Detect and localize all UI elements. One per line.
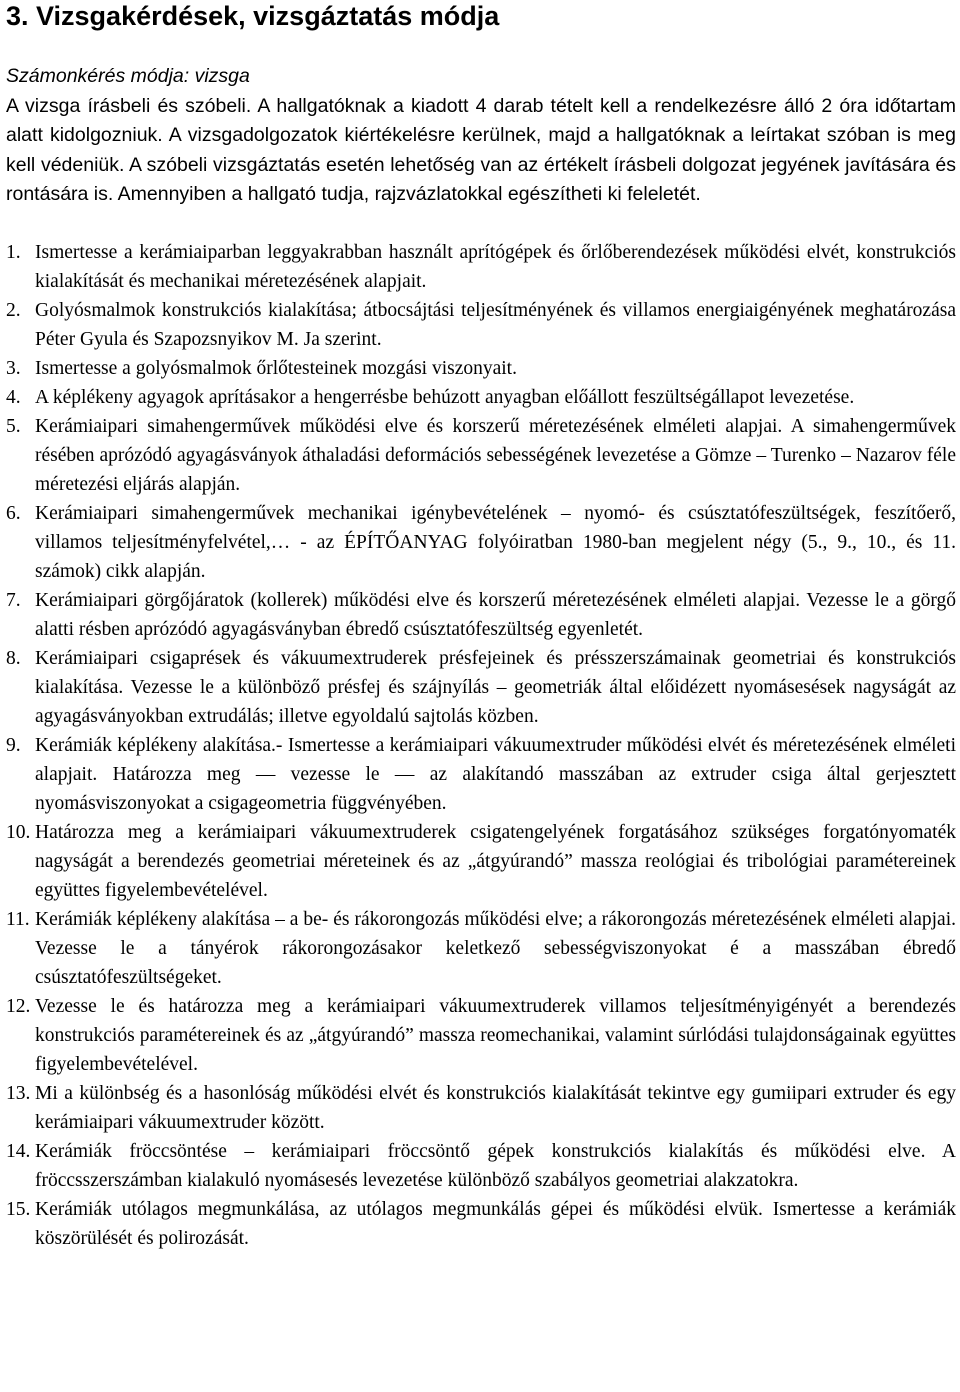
question-item xyxy=(6,1079,956,1137)
question-list xyxy=(6,238,956,1253)
question-text: Kerámiák utólagos megmunkálása, az utólagos megmunkálás gépei és működési elvük. Ismertesse a kerámiák köszörülését és polirozását. xyxy=(35,1198,956,1249)
question-number: 14. xyxy=(6,1140,31,1162)
exam-method-subtitle: Számonkérés módja: vizsga xyxy=(6,65,250,87)
question-item xyxy=(6,383,956,412)
question-number: 7. xyxy=(6,589,21,611)
question-number: 9. xyxy=(6,734,21,756)
question-number: 1. xyxy=(6,241,21,263)
question-text: Vezesse le és határozza meg a kerámiaipari vákuumextruderek villamos teljesítményigényét a berendezés konstrukciós paramétereinek és az „átgyúrandó” massza reomechanikai, valamint súrlódási tulajdonságainak együttes figyelembevételével. xyxy=(35,995,956,1075)
question-item xyxy=(6,586,956,644)
question-text: Kerámiák képlékeny alakítása.- Ismertesse a kerámiaipari vákuumextruder működési elvét és méretezésének elméleti alapjait. Határozza meg — vezesse le — az alakítandó masszában az extruder csiga által gerjesztett nyomásviszonyokat a csigageometria függvényében. xyxy=(35,734,956,814)
question-item xyxy=(6,412,956,499)
question-item xyxy=(6,354,956,383)
question-text: A képlékeny agyagok aprításakor a hengerrésbe behúzott anyagban előállott feszültségállapot levezetése. xyxy=(35,386,855,408)
question-item xyxy=(6,905,956,992)
section-heading: 3. Vizsgakérdések, vizsgáztatás módja xyxy=(6,1,500,31)
question-text: Kerámiák képlékeny alakítása – a be- és rákorongozás működési elve; a rákorongozás méretezésének elméleti alapjai. Vezesse le a tányérok rákorongozásakor keletkező sebességviszonyokat é a masszában ébredő csúsztatófeszültségeket. xyxy=(35,908,956,988)
question-number: 4. xyxy=(6,386,21,408)
question-number: 10. xyxy=(6,821,31,843)
question-number: 6. xyxy=(6,502,21,524)
question-number: 2. xyxy=(6,299,21,321)
question-text: Ismertesse a golyósmalmok őrlőtesteinek mozgási viszonyait. xyxy=(35,357,517,379)
question-text: Kerámiaipari simahengerművek működési elve és korszerű méretezésének elméleti alapjai. A simahengerművek résében aprózódó agyagásványok áthaladási deformációs sebességének levezetése a Gömze – Turenko – Nazarov féle méretezési eljárás alapján. xyxy=(35,415,956,495)
question-text: Kerámiaipari simahengerművek mechanikai igénybevételének – nyomó- és csúsztatófeszültségek, feszítőerő, villamos teljesítményfelvétel,… - az ÉPÍTŐANYAG folyóiratban 1980-ban megjelent négy (5., 9., 10., és 11. számok) cikk alapján. xyxy=(35,502,956,582)
question-item xyxy=(6,296,956,354)
question-item xyxy=(6,644,956,731)
question-text: Kerámiaipari csigaprések és vákuumextruderek présfejeinek és présszerszámainak geometriai és konstrukciós kialakítása. Vezesse le a különböző présfej és szájnyílás – geometriák által előidézett nyomásesések nagyságát az agyagásványokban extrudálás; illetve egyoldalú sajtolás közben. xyxy=(35,647,956,727)
question-number: 11. xyxy=(6,908,30,930)
question-text: Határozza meg a kerámiaipari vákuumextruderek csigatengelyének forgatásához szükséges forgatónyomaték nagyságát a berendezés geometriai méreteinek és az „átgyúrandó” massza reológiai és tribológiai paramétereinek együttes figyelembevételével. xyxy=(35,821,956,901)
question-item xyxy=(6,238,956,296)
question-number: 5. xyxy=(6,415,21,437)
question-text: Golyósmalmok konstrukciós kialakítása; átbocsájtási teljesítményének és villamos energiaigényének meghatározása Péter Gyula és Szapozsnyikov M. Ja szerint. xyxy=(35,299,956,350)
question-item xyxy=(6,818,956,905)
question-item xyxy=(6,731,956,818)
question-item xyxy=(6,1195,956,1253)
question-number: 12. xyxy=(6,995,31,1017)
question-text: Kerámiák fröccsöntése – kerámiaipari fröccsöntő gépek konstrukciós kialakítás és működési elve. A fröccsszerszámban kialakuló nyomásesés levezetése különböző szabályos geometriai alakzatokra. xyxy=(35,1140,956,1191)
question-item xyxy=(6,1137,956,1195)
question-item xyxy=(6,499,956,586)
intro-block xyxy=(6,62,956,210)
question-text: Kerámiaipari görgőjáratok (kollerek) működési elve és korszerű méretezésének elméleti alapjai. Vezesse le a görgő alatti résben aprózódó agyagásványban ébredő csúsztatófeszültség egyenletét. xyxy=(35,589,956,640)
question-number: 13. xyxy=(6,1082,31,1104)
question-item xyxy=(6,992,956,1079)
question-number: 3. xyxy=(6,357,21,379)
question-number: 15. xyxy=(6,1198,31,1220)
question-text: Ismertesse a kerámiaiparban leggyakrabban használt aprítógépek és őrlőberendezések működési elvét, konstrukciós kialakítását és mechanikai méretezésének alapjait. xyxy=(35,241,956,292)
question-number: 8. xyxy=(6,647,21,669)
intro-paragraph: A vizsga írásbeli és szóbeli. A hallgatóknak a kiadott 4 darab tételt kell a rendelkezésre álló 2 óra időtartam alatt kidolgozniuk. A vizsgadolgozatok kiértékelésre kerülnek, majd a hallgatóknak a leírtakat szóban is meg kell védeniük. A szóbeli vizsgáztatás esetén lehetőség van az értékelt írásbeli dolgozat jegyének javítására és rontására is. Amennyiben a hallgató tudja, rajzvázlatokkal egészítheti ki feleletét. xyxy=(6,94,956,205)
document-page xyxy=(6,0,956,1253)
question-text: Mi a különbség és a hasonlóság működési elvét és konstrukciós kialakítását tekintve egy gumiipari extruder és egy kerámiaipari vákuumextruder között. xyxy=(35,1082,956,1133)
